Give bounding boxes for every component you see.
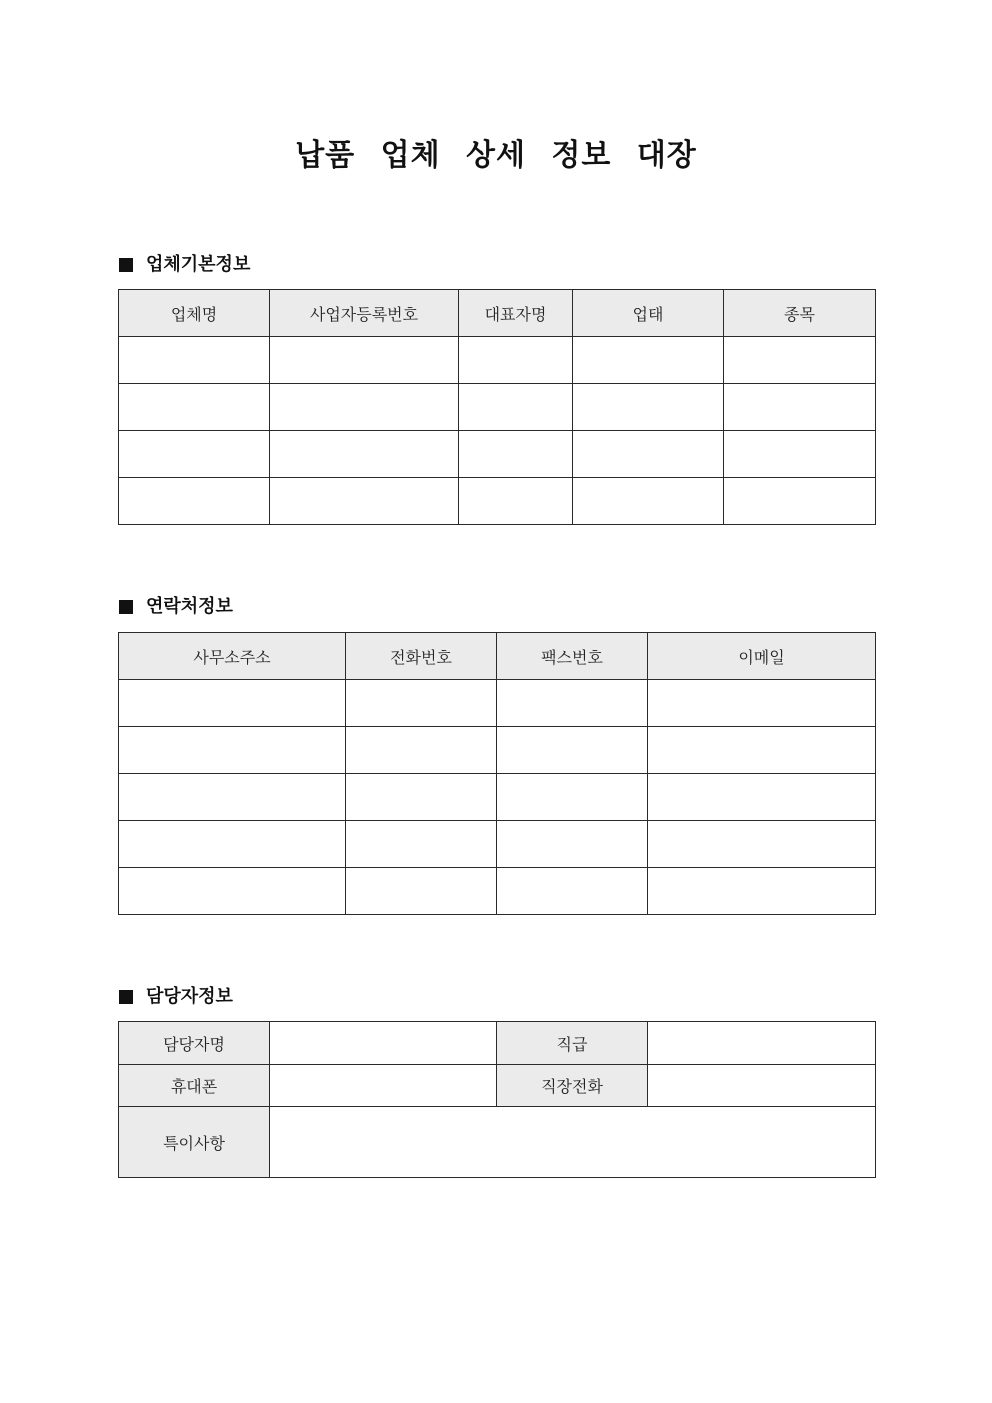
section-heading-contact-label: 연락처정보	[146, 596, 233, 617]
business-reg-no-cell[interactable]	[270, 431, 459, 478]
section-heading-manager	[119, 985, 233, 1009]
mobile-field[interactable]	[270, 1065, 497, 1107]
table-row	[119, 774, 876, 821]
fax-cell[interactable]	[497, 774, 648, 821]
business-type-cell[interactable]	[573, 478, 724, 525]
table-row	[119, 1022, 876, 1065]
fax-cell[interactable]	[497, 727, 648, 774]
phone-cell[interactable]	[346, 821, 497, 868]
business-type-cell[interactable]	[573, 384, 724, 431]
business-reg-no-cell[interactable]	[270, 337, 459, 384]
representative-cell[interactable]	[459, 337, 573, 384]
column-header-business-reg-no: 사업자등록번호	[270, 290, 459, 337]
office-address-cell[interactable]	[119, 680, 346, 727]
business-type-cell[interactable]	[573, 337, 724, 384]
business-item-cell[interactable]	[724, 478, 876, 525]
position-label: 직급	[497, 1022, 648, 1065]
section-heading-manager-label: 담당자정보	[146, 986, 233, 1007]
table-row	[119, 431, 876, 478]
column-header-fax: 팩스번호	[497, 633, 648, 680]
representative-cell[interactable]	[459, 478, 573, 525]
table-row	[119, 868, 876, 915]
mobile-label: 휴대폰	[119, 1065, 270, 1107]
business-reg-no-cell[interactable]	[270, 384, 459, 431]
basic-info-table	[118, 289, 876, 525]
email-cell[interactable]	[648, 680, 876, 727]
phone-cell[interactable]	[346, 868, 497, 915]
column-header-email: 이메일	[648, 633, 876, 680]
table-row	[119, 680, 876, 727]
business-item-cell[interactable]	[724, 337, 876, 384]
table-row	[119, 384, 876, 431]
manager-name-label: 담당자명	[119, 1022, 270, 1065]
manager-name-field[interactable]	[270, 1022, 497, 1065]
page-title: 납품 업체 상세 정보 대장	[295, 138, 697, 173]
business-reg-no-cell[interactable]	[270, 478, 459, 525]
column-header-business-item: 종목	[724, 290, 876, 337]
fax-cell[interactable]	[497, 821, 648, 868]
email-cell[interactable]	[648, 821, 876, 868]
work-phone-field[interactable]	[648, 1065, 876, 1107]
phone-cell[interactable]	[346, 680, 497, 727]
table-row	[119, 727, 876, 774]
column-header-company-name: 업체명	[119, 290, 270, 337]
work-phone-label: 직장전화	[497, 1065, 648, 1107]
representative-cell[interactable]	[459, 431, 573, 478]
company-name-cell[interactable]	[119, 431, 270, 478]
email-cell[interactable]	[648, 727, 876, 774]
section-heading-basic	[119, 253, 250, 277]
square-bullet-icon	[119, 600, 133, 614]
email-cell[interactable]	[648, 774, 876, 821]
business-item-cell[interactable]	[724, 384, 876, 431]
fax-cell[interactable]	[497, 868, 648, 915]
company-name-cell[interactable]	[119, 384, 270, 431]
business-item-cell[interactable]	[724, 431, 876, 478]
section-heading-basic-label: 업체기본정보	[146, 254, 251, 275]
office-address-cell[interactable]	[119, 774, 346, 821]
table-row	[119, 821, 876, 868]
email-cell[interactable]	[648, 868, 876, 915]
table-header-row	[119, 633, 876, 680]
business-type-cell[interactable]	[573, 431, 724, 478]
office-address-cell[interactable]	[119, 868, 346, 915]
notes-label: 특이사항	[119, 1107, 270, 1178]
table-header-row	[119, 290, 876, 337]
table-row	[119, 478, 876, 525]
column-header-office-address: 사무소주소	[119, 633, 346, 680]
phone-cell[interactable]	[346, 727, 497, 774]
contact-info-table	[118, 632, 876, 915]
column-header-phone: 전화번호	[346, 633, 497, 680]
square-bullet-icon	[119, 990, 133, 1004]
table-row	[119, 1107, 876, 1178]
company-name-cell[interactable]	[119, 337, 270, 384]
column-header-representative: 대표자명	[459, 290, 573, 337]
position-field[interactable]	[648, 1022, 876, 1065]
column-header-business-type: 업태	[573, 290, 724, 337]
table-row	[119, 337, 876, 384]
fax-cell[interactable]	[497, 680, 648, 727]
square-bullet-icon	[119, 258, 133, 272]
manager-info-table	[118, 1021, 876, 1178]
section-heading-contact	[119, 595, 233, 619]
office-address-cell[interactable]	[119, 821, 346, 868]
phone-cell[interactable]	[346, 774, 497, 821]
company-name-cell[interactable]	[119, 478, 270, 525]
table-row	[119, 1065, 876, 1107]
office-address-cell[interactable]	[119, 727, 346, 774]
representative-cell[interactable]	[459, 384, 573, 431]
notes-field[interactable]	[270, 1107, 876, 1178]
